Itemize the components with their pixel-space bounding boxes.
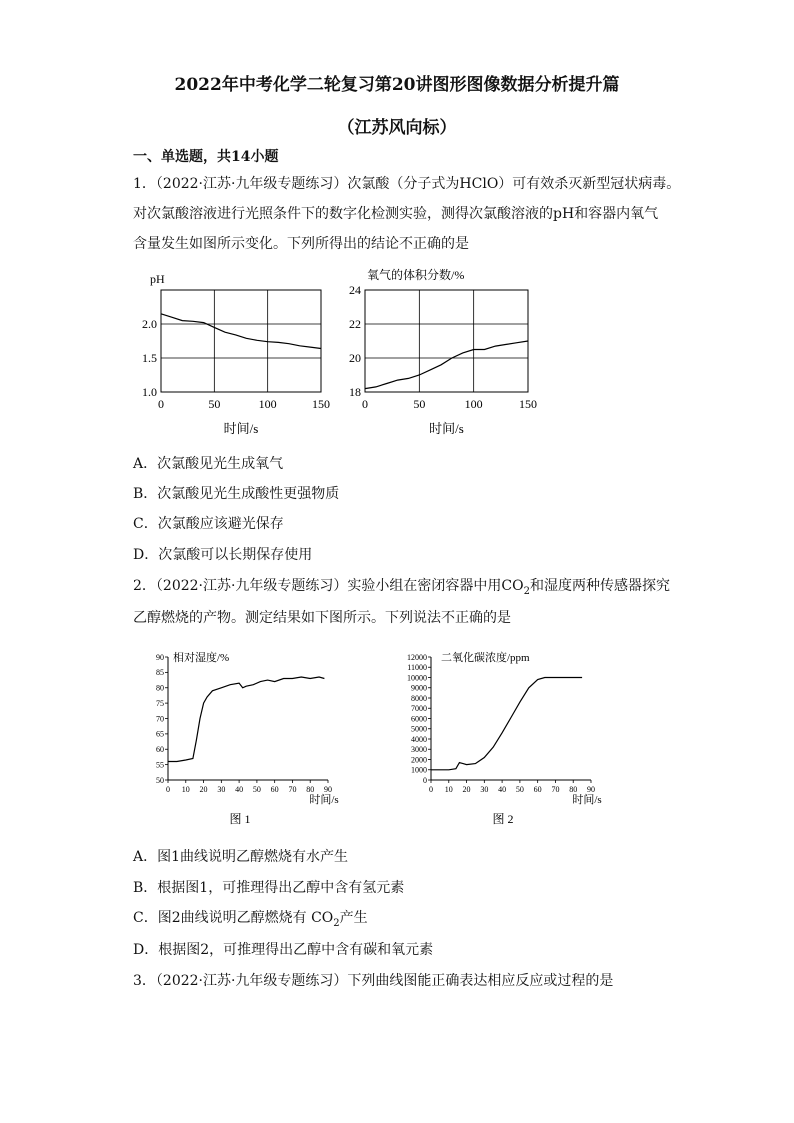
x-tick-label: 150	[312, 397, 330, 411]
x-tick-label: 0	[429, 785, 433, 794]
x-tick-label: 70	[288, 785, 297, 794]
data-series-line	[161, 314, 321, 349]
x-tick-label: 80	[569, 785, 578, 794]
x-tick-label: 20	[199, 785, 208, 794]
section-heading: 一、单选题，共14小题	[133, 149, 279, 165]
y-tick-label: 5000	[411, 724, 427, 734]
y-tick-label: 9000	[411, 683, 427, 693]
x-axis-label: 时间/s	[429, 421, 464, 436]
y-tick-label: 90	[156, 652, 164, 662]
y-tick-label: 70	[156, 714, 164, 724]
x-tick-label: 20	[462, 785, 471, 794]
x-tick-label: 10	[444, 785, 453, 794]
x-tick-label: 150	[519, 397, 537, 411]
data-series-line	[168, 677, 324, 762]
y-tick-label: 22	[349, 317, 361, 332]
x-axis-label: 时间/s	[572, 794, 602, 806]
plot-frame	[365, 290, 528, 392]
q2-stem-line	[133, 575, 670, 597]
chart-title: 氧气的体积分数/%	[367, 268, 465, 282]
y-tick-label: 8000	[411, 693, 427, 703]
y-tick-label: 3000	[411, 745, 427, 755]
x-tick-label: 30	[480, 785, 489, 794]
x-tick-label: 10	[181, 785, 190, 794]
x-tick-label: 100	[464, 397, 483, 411]
y-tick-label: 85	[156, 668, 164, 678]
x-tick-label: 60	[270, 785, 279, 794]
y-tick-label: 60	[156, 745, 164, 755]
humidity-chart	[135, 645, 345, 830]
q2-option-c	[133, 907, 368, 929]
ph-chart	[128, 265, 338, 440]
q1-option-d: D．次氯酸可以长期保存使用	[133, 547, 313, 563]
chart-title: 二氧化碳浓度/ppm	[441, 652, 530, 664]
data-series-line	[365, 341, 528, 389]
y-tick-label: 80	[156, 683, 164, 693]
q2-option-c-text: C．图2曲线说明乙醇燃烧有 CO	[133, 910, 334, 926]
y-tick-label: 18	[349, 385, 361, 400]
oxygen-chart	[335, 265, 550, 440]
document-subtitle: （江苏风向标）	[337, 118, 457, 138]
chart-title: pH	[150, 272, 165, 286]
y-tick-label: 12000	[407, 652, 427, 662]
y-tick-label: 2.0	[142, 317, 157, 332]
x-tick-label: 80	[306, 785, 315, 794]
q1-stem-line: 对次氯酸溶液进行光照条件下的数字化检测实验，测得次氯酸溶液的pH和容器内氧气	[133, 206, 659, 222]
figure-caption: 图 2	[492, 812, 514, 826]
y-tick-label: 24	[349, 283, 361, 298]
x-tick-label: 40	[498, 785, 507, 794]
x-axis-label: 时间/s	[309, 794, 339, 806]
plot-frame	[161, 290, 321, 392]
x-axis-label: 时间/s	[223, 421, 259, 436]
q2-stem-line: 乙醇燃烧的产物。测定结果如下图所示。下列说法不正确的是	[133, 610, 511, 626]
co2-chart	[388, 645, 618, 830]
y-tick-label: 4000	[411, 734, 427, 744]
x-tick-label: 100	[258, 397, 277, 411]
q2-option-d: D．根据图2，可推理得出乙醇中含有碳和氧元素	[133, 942, 434, 958]
data-series-line	[431, 678, 582, 770]
x-tick-label: 40	[235, 785, 244, 794]
subscript: 2	[523, 585, 530, 597]
y-tick-label: 11000	[407, 663, 427, 673]
q2-stem-text: 和湿度两种传感器探究	[530, 578, 670, 594]
x-tick-label: 50	[515, 785, 524, 794]
y-tick-label: 1.5	[142, 351, 157, 366]
q1-option-b: B．次氯酸见光生成酸性更强物质	[133, 486, 340, 502]
q2-stem-text: 2．（2022·江苏·九年级专题练习）实验小组在密闭容器中用CO	[133, 578, 524, 594]
figure-caption: 图 1	[229, 812, 251, 826]
y-tick-label: 1000	[411, 765, 427, 775]
q3-stem: 3．（2022·江苏·九年级专题练习）下列曲线图能正确表达相应反应或过程的是	[133, 973, 614, 989]
q2-option-c-text: 产生	[339, 910, 368, 926]
x-tick-label: 0	[362, 397, 368, 411]
q1-option-a: A．次氯酸见光生成氧气	[133, 456, 284, 472]
document-title: 2022年中考化学二轮复习第20讲图形图像数据分析提升篇	[174, 75, 620, 95]
y-tick-label: 0	[423, 775, 427, 785]
y-tick-label: 75	[156, 698, 164, 708]
x-tick-label: 90	[324, 785, 332, 794]
y-tick-label: 1.0	[142, 385, 157, 400]
x-tick-label: 90	[587, 785, 595, 794]
y-tick-label: 7000	[411, 704, 427, 714]
y-tick-label: 55	[156, 760, 164, 770]
y-tick-label: 2000	[411, 755, 427, 765]
y-tick-label: 20	[349, 351, 361, 366]
q2-option-a: A．图1曲线说明乙醇燃烧有水产生	[133, 849, 349, 865]
y-tick-label: 50	[156, 775, 164, 785]
x-tick-label: 0	[166, 785, 170, 794]
y-tick-label: 6000	[411, 714, 427, 724]
x-tick-label: 50	[252, 785, 261, 794]
x-tick-label: 0	[158, 397, 164, 411]
y-tick-label: 10000	[407, 673, 427, 683]
q1-stem-line: 含量发生如图所示变化。下列所得出的结论不正确的是	[133, 236, 469, 252]
q1-stem-line: 1．（2022·江苏·九年级专题练习）次氯酸（分子式为HClO）可有效杀灭新型冠状病毒。	[133, 176, 681, 192]
q1-option-c: C．次氯酸应该避光保存	[133, 516, 284, 532]
y-tick-label: 65	[156, 729, 164, 739]
x-tick-label: 70	[551, 785, 560, 794]
chart-title: 相对湿度/%	[173, 652, 230, 664]
subscript: 2	[333, 917, 340, 929]
x-tick-label: 50	[413, 397, 426, 411]
x-tick-label: 60	[533, 785, 542, 794]
q2-option-b: B．根据图1，可推理得出乙醇中含有氢元素	[133, 880, 405, 896]
x-tick-label: 30	[217, 785, 226, 794]
x-tick-label: 50	[208, 397, 221, 411]
